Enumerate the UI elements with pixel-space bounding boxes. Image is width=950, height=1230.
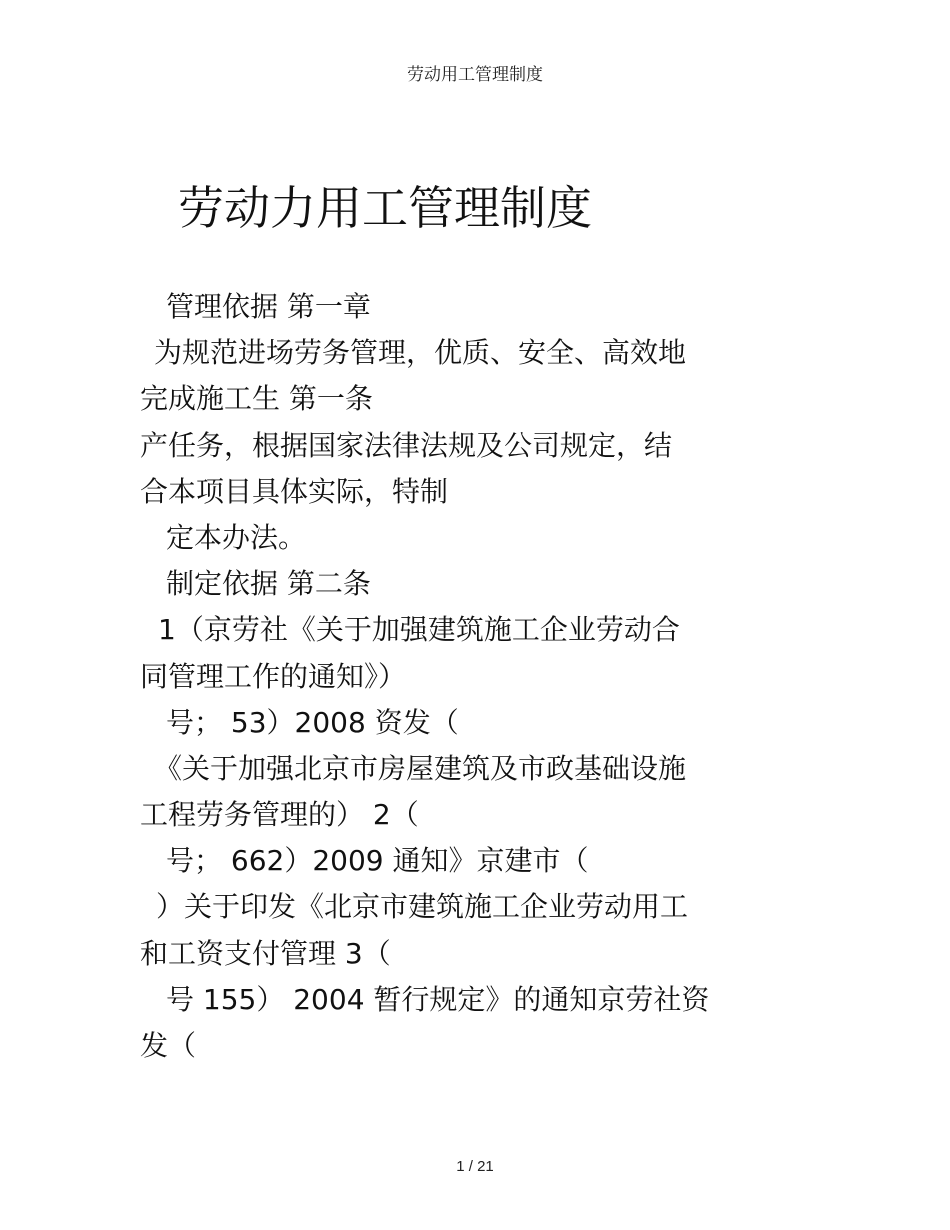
body-line: 号 155） 2004 暂行规定》的通知京劳社资: [166, 982, 710, 1016]
body-line: 产任务，根据国家法律法规及公司规定，结: [140, 428, 673, 462]
body-line: 工程劳务管理的） 2（: [140, 798, 419, 832]
body-line: 发（: [140, 1029, 197, 1062]
running-header: 劳动用工管理制度: [407, 65, 543, 85]
body-line: 制定依据 第二条: [166, 567, 371, 601]
body-line: 1（京劳社《关于加强建筑施工企业劳动合: [158, 613, 680, 647]
body-line: 和工资支付管理 3（: [140, 936, 391, 970]
body-line: 管理依据 第一章: [166, 290, 371, 323]
body-line: 完成施工生 第一条: [140, 382, 373, 416]
document-title: 劳动力用工管理制度: [178, 181, 592, 235]
body-line: 定本办法。: [166, 520, 307, 554]
body-line: 号； 662）2009 通知》京建市（: [166, 844, 589, 878]
body-line: 号； 53）2008 资发（: [166, 705, 459, 739]
body-line: 同管理工作的通知》）: [140, 659, 407, 693]
body-line: 合本项目具体实际，特制: [140, 474, 449, 508]
page-number: 1 / 21: [456, 1158, 494, 1175]
body-line: 《关于加强北京市房屋建筑及市政基础设施: [154, 751, 687, 785]
body-line: ）关于印发《北京市建筑施工企业劳动用工: [156, 890, 689, 924]
body-line: 为规范进场劳务管理，优质、安全、高效地: [154, 336, 687, 370]
document-body: [140, 284, 760, 1069]
